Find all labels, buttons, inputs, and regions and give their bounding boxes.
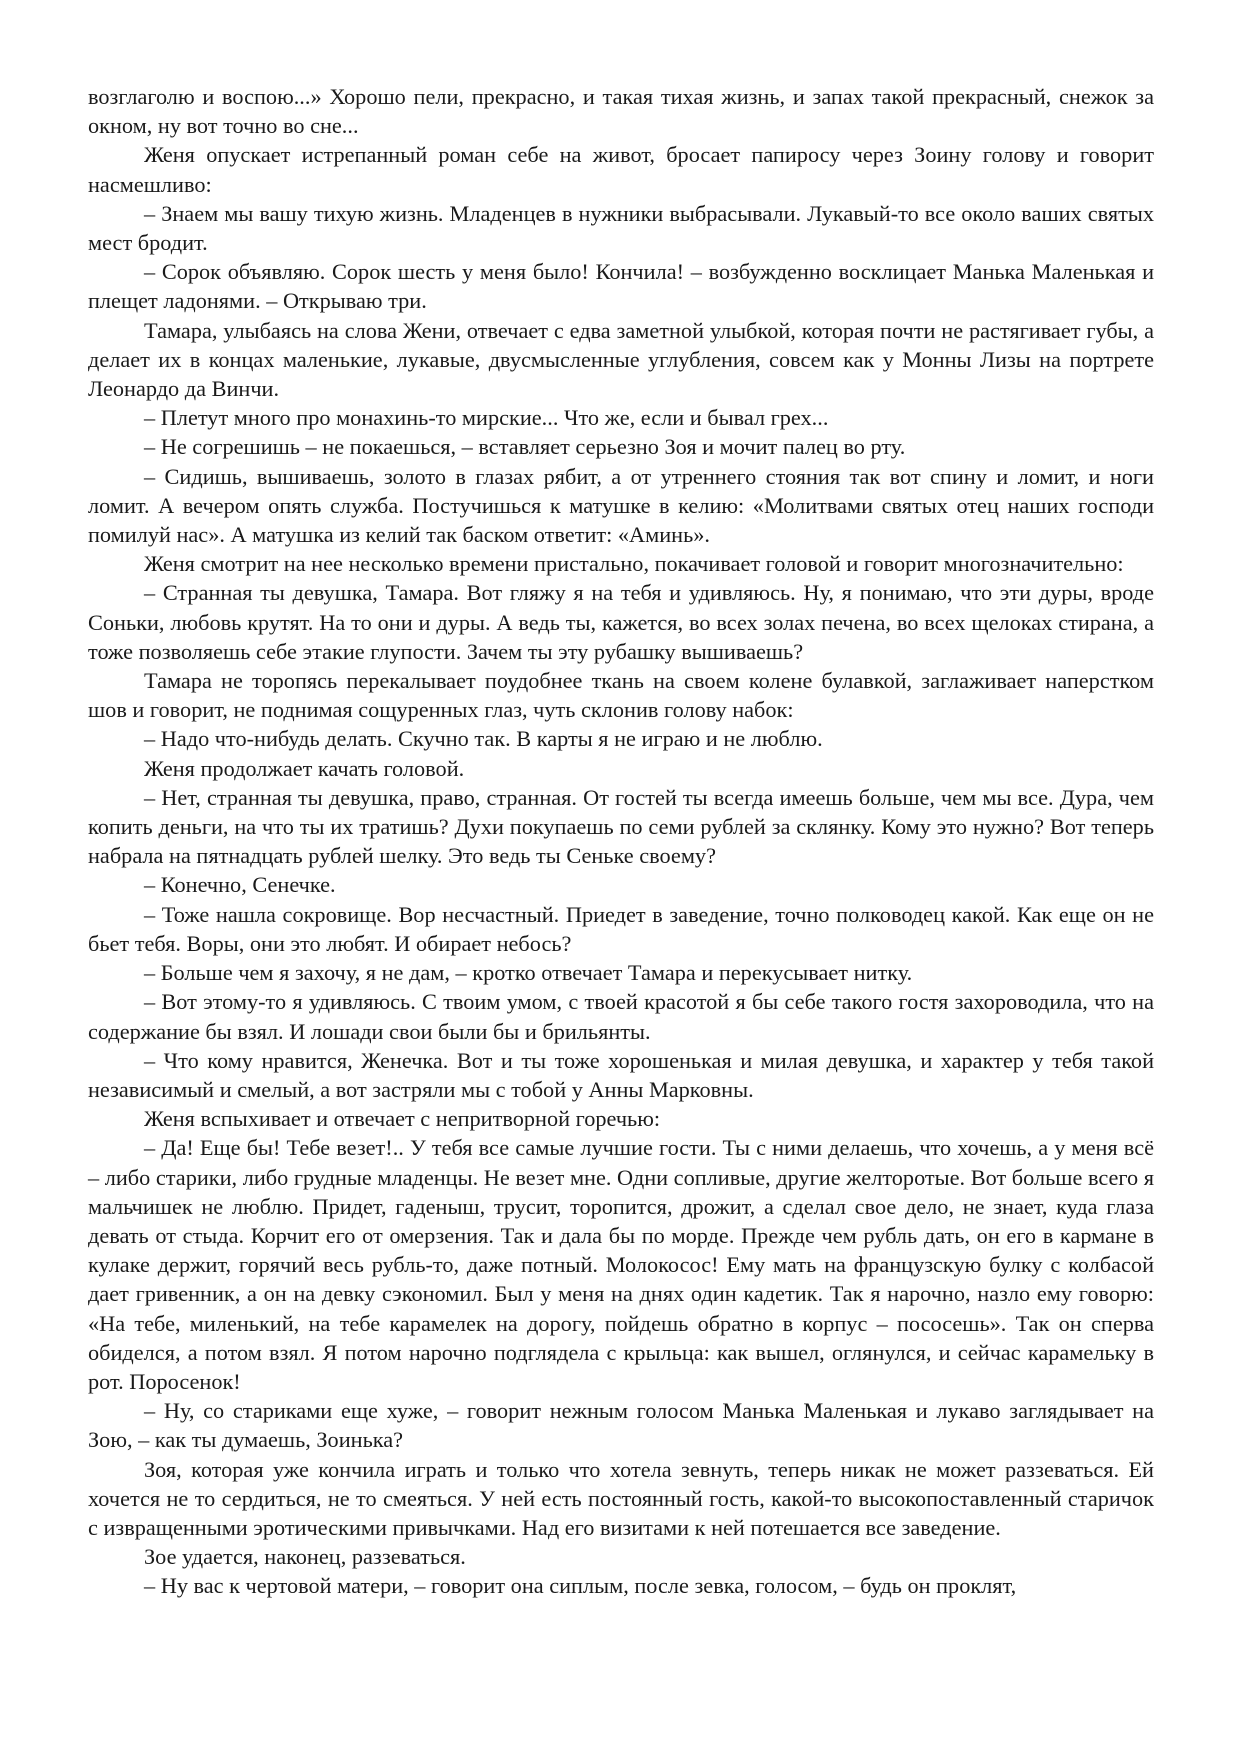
paragraph: – Больше чем я захочу, я не дам, – кротко отвечает Тамара и перекусывает нитку. xyxy=(144,960,913,986)
paragraph: – Тоже нашла сокровище. Вор несчастный. Приедет в заведение, точно полководец какой. Как еще он не бьет тебя. Воры, они это любят. И обирает небось? xyxy=(88,901,1154,956)
paragraph: Женя продолжает качать головой. xyxy=(144,755,465,781)
paragraph: – Сорок объявляю. Сорок шесть у меня было! Кончила! – возбужденно восклицает Манька Маленькая и плещет ладонями. – Открываю три. xyxy=(88,259,1154,314)
paragraph: Тамара не торопясь перекалывает поудобнее ткань на своем колене булавкой, заглаживает наперстком шов и говорит, не поднимая сощуренных глаз, чуть склонив голову набок: xyxy=(88,668,1154,723)
paragraph: – Ну, со стариками еще хуже, – говорит нежным голосом Манька Маленькая и лукаво заглядывает на Зою, – как ты думаешь, Зоинька? xyxy=(88,1398,1154,1453)
paragraph: Тамара, улыбаясь на слова Жени, отвечает с едва заметной улыбкой, которая почти не растягивает губы, а делает их в концах маленькие, лукавые, двусмысленные углубления, совсем как у Монны Лизы на портрете Леонардо да Винчи. xyxy=(88,317,1154,402)
paragraph: – Да! Еще бы! Тебе везет!.. У тебя все самые лучшие гости. Ты с ними делаешь, что хочешь, а у меня всё – либо старики, либо грудные младенцы. Не везет мне. Одни сопливые, другие желторотые. Вот больше всего я мальчишек не люблю. Придет, гаденыш, трусит, торопится, дрожит, а сделал свое дело, не знает, куда глаза девать от стыда. Корчит его от омерзения. Так и дала бы по морде. Прежде чем рубль дать, он его в кармане в кулаке держит, горячий весь рубль-то, даже потный. Молокосос! Ему мать на французскую булку с колбасой дает гривенник, а он на девку сэкономил. Был у меня на днях один кадетик. Так я нарочно, назло ему говорю: «На тебе, миленький, на тебе карамелек на дорогу, пойдешь обратно в корпус – пососешь». Так он сперва обиделся, а потом взял. Я потом нарочно подглядела с крыльца: как вышел, оглянулся, и сейчас карамельку в рот. Поросенок! xyxy=(88,1135,1154,1394)
paragraph: – Странная ты девушка, Тамара. Вот гляжу я на тебя и удивляюсь. Ну, я понимаю, что эти дуры, вроде Соньки, любовь крутят. На то они и дуры. А ведь ты, кажется, во всех золах печена, во всех щелоках стирана, а тоже позволяешь себе этакие глупости. Зачем ты эту рубашку вышиваешь? xyxy=(88,580,1154,664)
paragraph: – Вот этому-то я удивляюсь. С твоим умом, с твоей красотой я бы себе такого гостя захороводила, что на содержание бы взял. И лошади свои были бы и брильянты. xyxy=(88,989,1154,1044)
paragraph: Женя смотрит на нее несколько времени пристально, покачивает головой и говорит многозначительно: xyxy=(144,551,1124,577)
paragraph: Женя опускает истрепанный роман себе на живот, бросает папиросу через Зоину голову и говорит насмешливо: xyxy=(88,142,1154,197)
paragraph-last: – Ну вас к чертовой матери, – говорит она сиплым, после зевка, голосом, – будь он проклят, xyxy=(144,1573,1017,1599)
paragraph: Женя вспыхивает и отвечает с непритворной горечью: xyxy=(144,1106,661,1132)
paragraph: – Конечно, Сенечке. xyxy=(144,872,336,898)
paragraph: Зое удается, наконец, раззеваться. xyxy=(144,1544,466,1570)
paragraph: Зоя, которая уже кончила играть и только что хотела зевнуть, теперь никак не может раззеваться. Ей хочется не то сердиться, не то смеяться. У ней есть постоянный гость, какой-то высокопоставленный старичок с извращенными эротическими привычками. Над его визитами к ней потешается все заведение. xyxy=(88,1456,1154,1540)
paragraph: – Надо что-нибудь делать. Скучно так. В карты я не играю и не люблю. xyxy=(144,726,823,752)
paragraph: – Что кому нравится, Женечка. Вот и ты тоже хорошенькая и милая девушка, и характер у тебя такой независимый и смелый, а вот застряли мы с тобой у Анны Марковны. xyxy=(88,1047,1154,1102)
paragraph: – Плетут много про монахинь-то мирские... Что же, если и бывал грех... xyxy=(144,405,829,431)
paragraph: – Не согрешишь – не покаешься, – вставляет серьезно Зоя и мочит палец во рту. xyxy=(144,434,906,460)
paragraph: – Знаем мы вашу тихую жизнь. Младенцев в нужники выбрасывали. Лукавый-то все около ваших святых мест бродит. xyxy=(88,200,1154,256)
document-page xyxy=(88,82,1154,1601)
paragraph: – Нет, странная ты девушка, право, странная. От гостей ты всегда имеешь больше, чем мы все. Дура, чем копить деньги, на что ты их тратишь? Духи покупаешь по семи рублей за склянку. Кому это нужно? Вот теперь набрала на пятнадцать рублей шелку. Это ведь ты Сеньке своему? xyxy=(88,784,1154,869)
paragraph-continuation: возглаголю и воспою...» Хорошо пели, прекрасно, и такая тихая жизнь, и запах такой прекрасный, снежок за окном, ну вот точно во сне... xyxy=(88,84,1154,139)
paragraph: – Сидишь, вышиваешь, золото в глазах рябит, а от утреннего стояния так вот спину и ломит, и ноги ломит. А вечером опять служба. Постучишься к матушке в келию: «Молитвами святых отец наших господи помилуй нас». А матушка из келий так баском ответит: «Аминь». xyxy=(88,463,1154,548)
